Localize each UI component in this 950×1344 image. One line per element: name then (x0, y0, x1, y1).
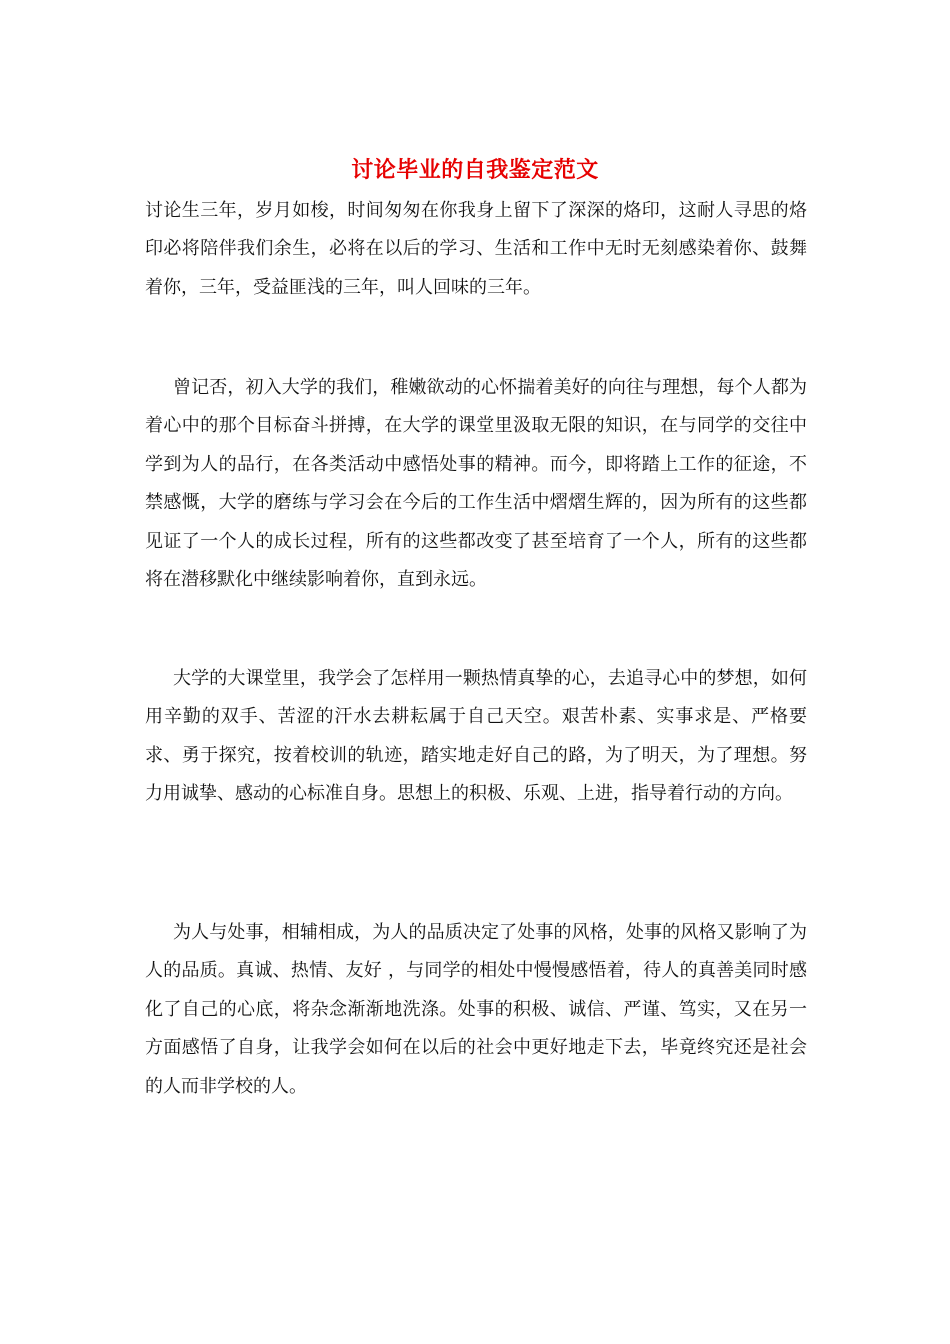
paragraph-memories: 曾记否，初入大学的我们，稚嫩欲动的心怀揣着美好的向往与理想，每个人都为着心中的那个目标奋斗拼搏，在大学的课堂里汲取无限的知识，在与同学的交往中学到为人的品行，在各类活动中感悟处事的精神。而今，即将踏上工作的征途，不禁感慨，大学的磨练与学习会在今后的工作生活中熠熠生辉的，因为所有的这些都见证了一个人的成长过程，所有的这些都改变了甚至培育了一个人，所有的这些都将在潜移默化中继续影响着你，直到永远。 (145, 377, 807, 591)
paragraph-classroom: 大学的大课堂里，我学会了怎样用一颗热情真挚的心，去追寻心中的梦想，如何用辛勤的双手、苦涩的汗水去耕耘属于自己天空。艰苦朴素、实事求是、严格要求、勇于探究，按着校训的轨迹，踏实地走好自己的路，为了明天，为了理想。努力用诚挚、感动的心标准自身。思想上的积极、乐观、上进，指导着行动的方向。 (145, 668, 807, 805)
document-title: 讨论毕业的自我鉴定范文 (351, 157, 599, 183)
paragraph-intro: 讨论生三年，岁月如梭，时间匆匆在你我身上留下了深深的烙印，这耐人寻思的烙印必将陪伴我们余生，必将在以后的学习、生活和工作中无时无刻感染着你、鼓舞着你，三年，受益匪浅的三年，叫人回味的三年。 (145, 200, 807, 298)
paragraph-conduct: 为人与处事，相辅相成，为人的品质决定了处事的风格，处事的风格又影响了为人的品质。真诚、热情、友好 ，与同学的相处中慢慢感悟着，待人的真善美同时感化了自己的心底，将杂念渐渐地洗涤。处事的积极、诚信、严谨、笃实，又在另一方面感悟了自身，让我学会如何在以后的社会中更好地走下去，毕竟终究还是社会的人而非学校的人。 (145, 922, 807, 1097)
